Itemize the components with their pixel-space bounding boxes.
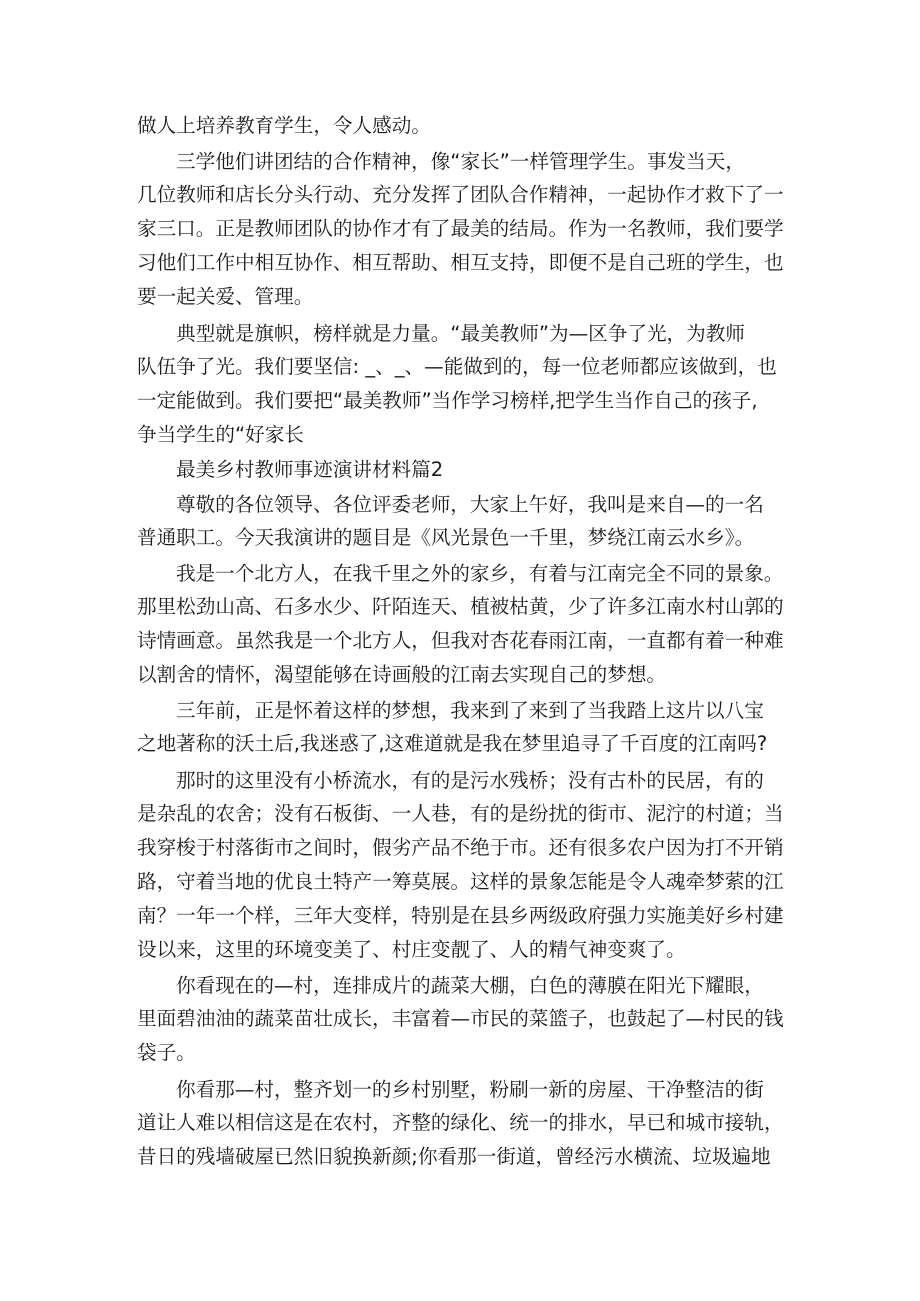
- text-line: 队伍争了光。我们要坚信: _、_、—能做到的，每一位老师都应该做到，也: [137, 355, 777, 378]
- text-line: 路，守着当地的优良土特产一筹莫展。这样的景象怎能是令人魂牵梦萦的江: [137, 870, 784, 893]
- text-line: 做人上培养教育学生，令人感动。: [137, 114, 431, 137]
- text-line: 南？一年一个样，三年大变样，特别是在县乡两级政府强力实施美好乡村建: [137, 904, 784, 927]
- section-heading: 最美乡村教师事迹演讲材料篇2: [176, 458, 444, 481]
- text-line: 习他们工作中相互协作、相互帮助、相互支持，即便不是自己班的学生，也: [137, 251, 784, 274]
- text-line: 我是一个北方人，在我千里之外的家乡，有着与江南完全不同的景象。: [176, 562, 784, 585]
- text-line: 里面碧油油的蔬菜苗壮成长，丰富着—市民的菜篮子，也鼓起了—村民的钱: [137, 1007, 784, 1030]
- text-line: 之地著称的沃土后,我迷惑了,这难道就是我在梦里追寻了千百度的江南吗?: [137, 732, 768, 755]
- text-line: 我穿梭于村落街市之间时，假劣产品不绝于市。还有很多农户因为打不开销: [137, 836, 784, 859]
- text-line: 尊敬的各位领导、各位评委老师，大家上午好，我叫是来自—的一名: [176, 493, 764, 516]
- text-line: 是杂乱的农舍；没有石板街、一人巷，有的是纷扰的街市、泥泞的村道；当: [137, 802, 784, 825]
- text-line: 那时的这里没有小桥流水，有的是污水残桥；没有古朴的民居，有的: [176, 769, 764, 792]
- text-line: 争当学生的“好家长: [137, 423, 304, 446]
- text-line: 家三口。正是教师团队的协作才有了最美的结局。作为一名教师，我们要学: [137, 217, 784, 240]
- text-line: 普通职工。今天我演讲的题目是《风光景色一千里，梦绕江南云水乡》。: [137, 526, 755, 549]
- text-line: 以割舍的情怀，渴望能够在诗画般的江南去实现自己的梦想。: [137, 663, 667, 686]
- text-line: 要一起关爱、管理。: [137, 285, 314, 308]
- text-line: 道让人难以相信这是在农村，齐整的绿化、统一的排水，早已和城市接轨，: [137, 1111, 784, 1134]
- text-line: 几位教师和店长分头行动、充分发挥了团队合作精神，一起协作才救下了一: [137, 183, 784, 206]
- text-line: 你看那—村，整齐划一的乡村别墅，粉刷一新的房屋、干净整洁的街: [176, 1078, 764, 1101]
- text-line: 设以来，这里的环境变美了、村庄变靓了、人的精气神变爽了。: [137, 938, 686, 961]
- text-line: 诗情画意。虽然我是一个北方人，但我对杏花春雨江南，一直都有着一种难: [137, 629, 784, 652]
- text-line: 昔日的残墙破屋已然旧貌换新颜;你看那一街道，曾经污水横流、垃圾遍地: [137, 1145, 771, 1168]
- text-line: 一定能做到。我们要把“最美教师”当作学习榜样,把学生当作自己的孩子,: [137, 389, 758, 412]
- text-line: 那里松劲山高、石多水少、阡陌连天、植被枯黄，少了许多江南水村山郭的: [137, 595, 784, 618]
- text-line: 三年前，正是怀着这样的梦想，我来到了来到了当我踏上这片以八宝: [176, 699, 764, 722]
- text-line: 你看现在的—村，连排成片的蔬菜大棚，白色的薄膜在阳光下耀眼，: [176, 974, 764, 997]
- text-line: 三学他们讲团结的合作精神，像“家长”一样管理学生。事发当天，: [176, 150, 745, 173]
- text-line: 袋子。: [137, 1041, 196, 1064]
- text-line: 典型就是旗帜，榜样就是力量。“最美教师”为—区争了光，为教师: [176, 322, 745, 345]
